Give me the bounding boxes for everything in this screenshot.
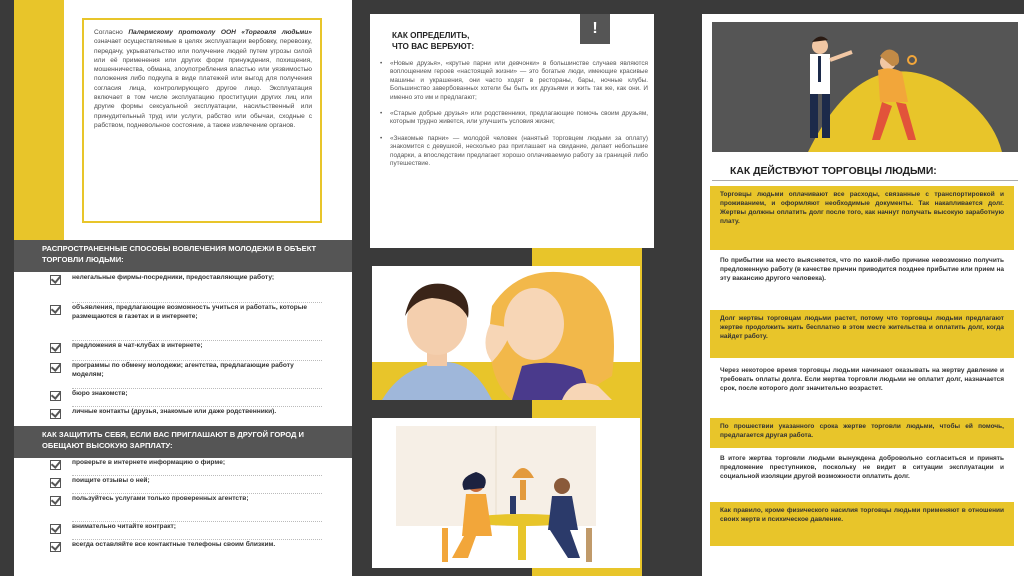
- step-block: Торговцы людьми оплачивают все расходы, связанные с транспортировкой и проживанием, и оформляют необходимые документы. Так накапливается долг. Жертвы должны оплатить долг после того, как начнут получать высокую заработную плату.: [710, 186, 1014, 250]
- recruitment-signs-title: КАК ОПРЕДЕЛИТЬ, ЧТО ВАС ВЕРБУЮТ:: [392, 31, 475, 51]
- left-panel: [14, 0, 352, 576]
- step-block: В итоге жертва торговли людьми вынуждена добровольно согласиться и принять предложение преступников, поскольку не видит в ситуации эксплуатации и социальной изоляции другой возможности оплатить долг.: [710, 450, 1014, 498]
- divider: [712, 180, 1018, 181]
- illustration-couple: [372, 266, 640, 400]
- list-item: • «Старые добрые друзья» или родственники, предлагающие помочь своим друзьям, которым трудно живется, или улучшить условия жизни;: [376, 110, 648, 127]
- list-item: нелегальные фирмы-посредники, предоставляющие работу;: [14, 274, 352, 300]
- list-item: поищите отзывы о ней;: [14, 477, 352, 491]
- protect-yourself-heading: КАК ЗАЩИТИТЬ СЕБЯ, ЕСЛИ ВАС ПРИГЛАШАЮТ В ДРУГОЙ ГОРОД И ОБЕЩАЮТ ВЫСОКУЮ ЗАРПЛАТУ:: [14, 426, 352, 458]
- list-item: внимательно читайте контракт;: [14, 523, 352, 537]
- right-panel: [690, 0, 1024, 576]
- recruitment-methods-list: [14, 274, 352, 430]
- checkbox-icon: [50, 496, 61, 506]
- warning-icon: !: [580, 14, 610, 44]
- list-item: проверьте в интернете информацию о фирме;: [14, 459, 352, 473]
- step-block: По прошествии указанного срока жертве торговли людьми, чтобы ей помочь, предлагается другая работа.: [710, 418, 1014, 448]
- checkbox-icon: [50, 409, 61, 419]
- checkbox-icon: [50, 524, 61, 534]
- traffickers-title: КАК ДЕЙСТВУЮТ ТОРГОВЦЫ ЛЮДЬМИ:: [730, 166, 937, 177]
- date-illustration: [372, 418, 640, 568]
- checkbox-icon: [50, 460, 61, 470]
- step-block: По прибытии на место выясняется, что по какой-либо причине невозможно получить предложенную работу (в качестве причин приводится позднее прибытие или прием на эту вакансию другого человека).: [710, 252, 1014, 308]
- recruitment-signs-list: [376, 60, 648, 176]
- illustration-confrontation: [712, 22, 1018, 152]
- recruitment-methods-heading: РАСПРОСТРАНЕННЫЕ СПОСОБЫ ВОВЛЕЧЕНИЯ МОЛОДЕЖИ В ОБЪЕКТ ТОРГОВЛИ ЛЮДЬМИ:: [14, 240, 352, 272]
- list-item: пользуйтесь услугами только проверенных агентств;: [14, 495, 352, 519]
- step-block: Через некоторое время торговцы людьми начинают оказывать на жертву давление и требовать оплаты долга. Если жертва торговли людьми не оплатит долг, назначается срок, после которого долг значительно возрастет.: [710, 362, 1014, 414]
- list-item: • «Новые друзья», «крутые парни или девчонки» в большинстве случаев являются воплощением героев «настоящей жизни» — это богатые люди, имеющие красивые машины и украшения, они часто ходят в рестораны, бары, ночные клубы. Большинство завербованных хотели бы быть их друзьями и жить так же, как они. И именно это им и предлагают;: [376, 60, 648, 102]
- checkbox-icon: [50, 343, 61, 353]
- confrontation-illustration: [712, 22, 1018, 152]
- list-item: • «Знакомые парни» — молодой человек (нанятый торговцем людьми за оплату) знакомится с девушкой, несколько раз приглашает на свидание, делает небольшие подарки, а впоследствии предлагает хорошо оплачиваемую работу за границей либо путешествие.: [376, 135, 648, 169]
- checkbox-icon: [50, 478, 61, 488]
- intro-definition: Согласно Палермскому протоколу ООН «Торговля людьми» означает осуществляемые в целях эксплуатации вербовку, перевозку, передачу, укрывательство или получение людей путем угрозы силой или её применения или других форм принуждения, похищения, мошенничества, обмана, злоупотребления властью или уязвимостью положения либо подкупа в виде платежей или выгод для получения согласия лица, контролирующего другое лицо. Эксплуатация включает в том числе эксплуатацию проституции других лиц или другие формы сексуальной эксплуатации, насильственный или принудительный труд или услуги, рабство или обычаи, сходные с рабством, подневольное состояние, а также извлечение органов.: [82, 18, 322, 223]
- middle-panel: [352, 0, 662, 576]
- protect-yourself-list: [14, 459, 352, 563]
- couple-illustration: [372, 266, 640, 400]
- step-block: Как правило, кроме физического насилия торговцы людьми применяют в отношении своих жертв и психическое давление.: [710, 502, 1014, 546]
- list-item: объявления, предлагающие возможность учиться и работать, которые размещаются в газетах и в интернете;: [14, 304, 352, 338]
- illustration-date: [372, 418, 640, 568]
- accent-strip: [14, 0, 64, 240]
- checkbox-icon: [50, 305, 61, 315]
- checkbox-icon: [50, 391, 61, 401]
- step-block: Долг жертвы торговцам людьми растет, потому что торговцы людьми предлагают жертве продолжить жить бесплатно в этом месте жительства и оплатить долг, когда найдет работу.: [710, 310, 1014, 358]
- protocol-name: Палермскому протоколу ООН «Торговля людьми»: [128, 29, 312, 36]
- list-item: программы по обмену молодежи; агентства, предлагающие работу моделям;: [14, 362, 352, 386]
- list-item: всегда оставляйте все контактные телефоны своим близким.: [14, 541, 352, 563]
- list-item: личные контакты (друзья, знакомые или даже родственники).: [14, 408, 352, 430]
- checkbox-icon: [50, 363, 61, 373]
- list-item: предложения в чат-клубах в интернете;: [14, 342, 352, 358]
- list-item: бюро знакомств;: [14, 390, 352, 404]
- checkbox-icon: [50, 542, 61, 552]
- checkbox-icon: [50, 275, 61, 285]
- intro-area: [14, 0, 352, 240]
